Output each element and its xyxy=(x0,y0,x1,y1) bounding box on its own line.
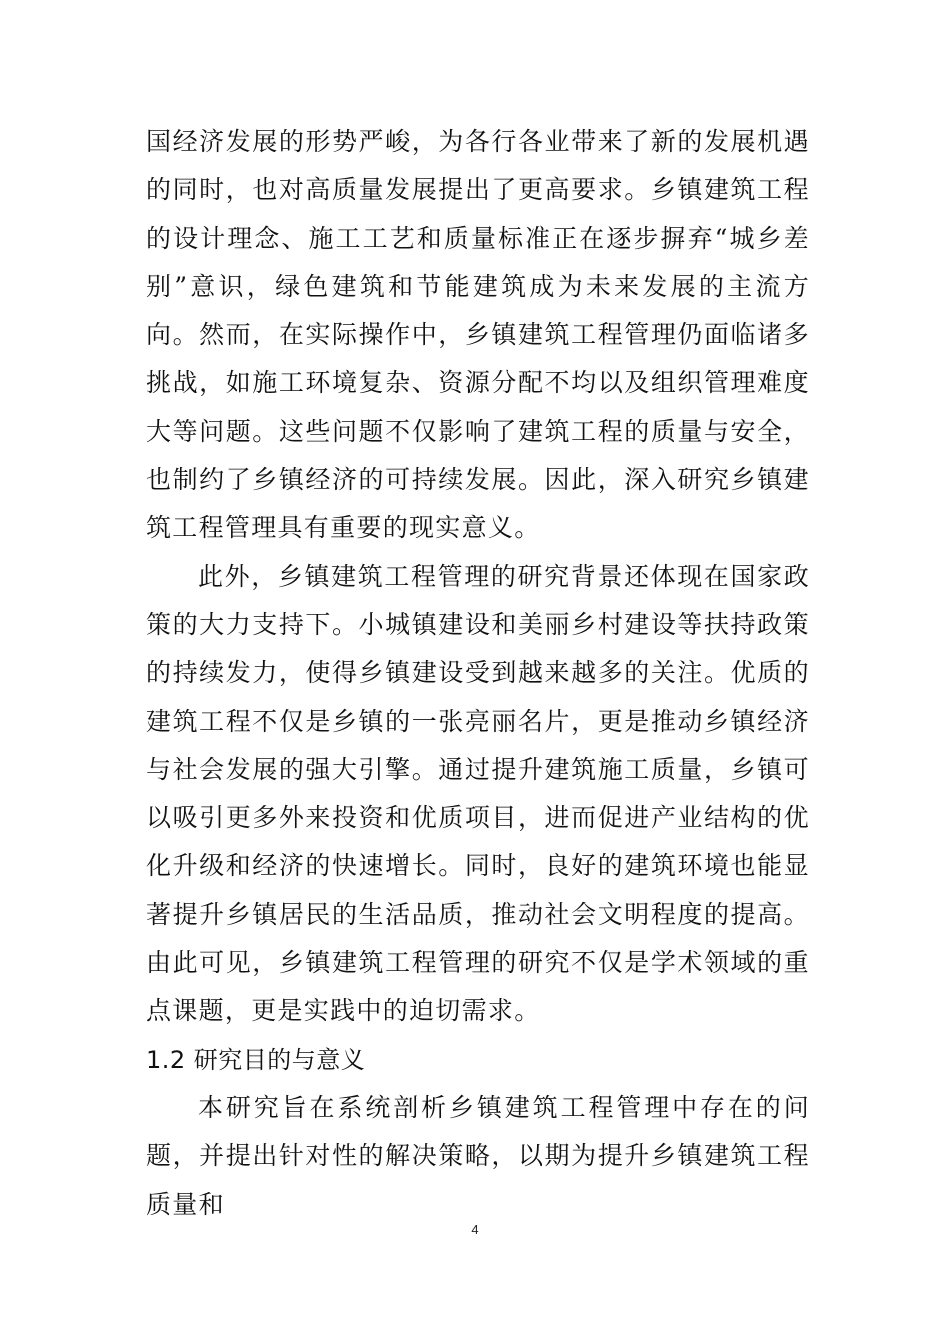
paragraph-research-purpose: 本研究旨在系统剖析乡镇建筑工程管理中存在的问题，并提出针对性的解决策略，以期为提升乡镇建筑工程质量和 xyxy=(146,1092,810,1219)
section-heading: 1.2 研究目的与意义 xyxy=(146,1045,366,1074)
page-number: 4 xyxy=(471,1222,479,1237)
document-body xyxy=(146,118,810,1229)
paragraph-policy-background: 此外，乡镇建筑工程管理的研究背景还体现在国家政策的大力支持下。小城镇建设和美丽乡村建设等扶持政策的持续发力，使得乡镇建设受到越来越多的关注。优质的建筑工程不仅是乡镇的一张亮丽名片，更是推动乡镇经济与社会发展的强大引擎。通过提升建筑施工质量，乡镇可以吸引更多外来投资和优质项目，进而促进产业结构的优化升级和经济的快速增长。同时，良好的建筑环境也能显著提升乡镇居民的生活品质，推动社会文明程度的提高。由此可见，乡镇建筑工程管理的研究不仅是学术领域的重点课题，更是实践中的迫切需求。 xyxy=(146,561,810,1026)
paragraph-continued: 国经济发展的形势严峻，为各行各业带来了新的发展机遇的同时，也对高质量发展提出了更高要求。乡镇建筑工程的设计理念、施工工艺和质量标准正在逐步摒弃“城乡差别”意识，绿色建筑和节能建筑成为未来发展的主流方向。然而，在实际操作中，乡镇建筑工程管理仍面临诸多挑战，如施工环境复杂、资源分配不均以及组织管理难度大等问题。这些问题不仅影响了建筑工程的质量与安全，也制约了乡镇经济的可持续发展。因此，深入研究乡镇建筑工程管理具有重要的现实意义。 xyxy=(146,127,810,543)
